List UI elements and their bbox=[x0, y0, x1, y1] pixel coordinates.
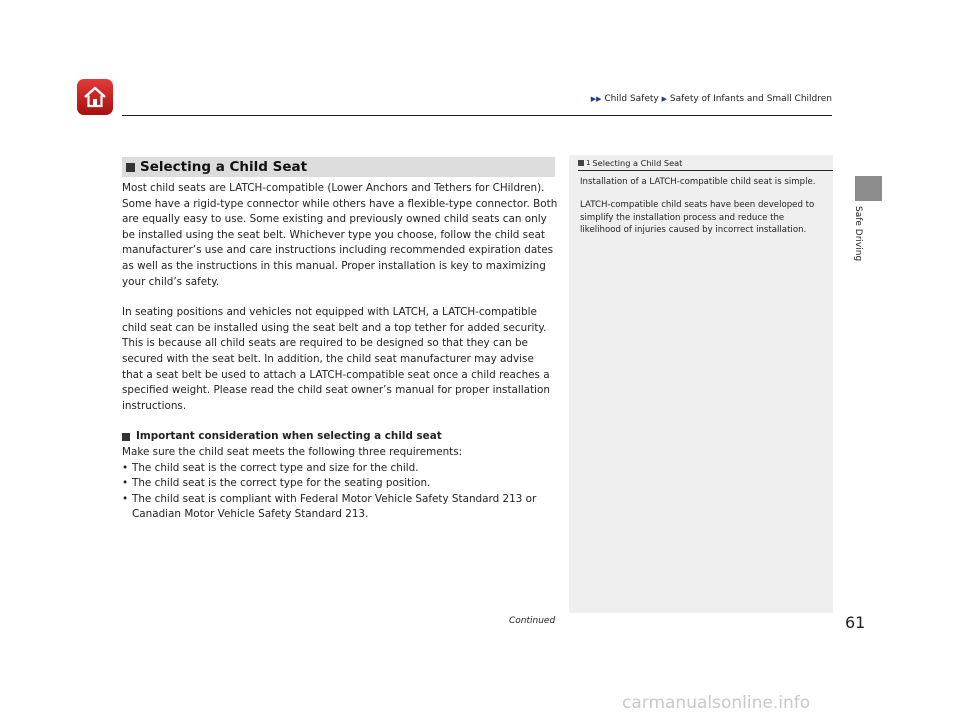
list-item: • The child seat is compliant with Federal Motor Vehicle Safety Standard 213 or Canadian Motor Vehicle Safety Standard 213. bbox=[122, 492, 558, 523]
side-note-panel bbox=[569, 155, 833, 613]
subheading-text: Important consideration when selecting a child seat bbox=[136, 430, 442, 443]
section-square-icon bbox=[126, 163, 135, 172]
section-header bbox=[122, 157, 555, 177]
chapter-tab[interactable] bbox=[855, 176, 882, 201]
list-item: • The child seat is the correct type for the seating position. bbox=[122, 476, 558, 492]
header-rule bbox=[122, 115, 832, 116]
home-icon bbox=[82, 84, 108, 110]
bullet-text: The child seat is compliant with Federal Motor Vehicle Safety Standard 213 or Canadian Motor Vehicle Safety Standard 213. bbox=[132, 492, 537, 521]
continued-label: Continued bbox=[509, 616, 556, 626]
paragraph-no-latch: In seating positions and vehicles not equipped with LATCH, a LATCH-compatible child seat can be installed using the seat belt and a top tether for added security. This is because all child seats are required to be designed so that they can be secured with the seat belt. In addition, the child seat manufacturer may advise that a seat belt be used to attach a LATCH-compatible seat once a child reaches a specified weight. Please read the child seat owner’s manual for proper installation instructions. bbox=[122, 306, 550, 412]
side-note-body bbox=[569, 171, 833, 237]
breadcrumb bbox=[591, 94, 832, 104]
note-badge-number: 1 bbox=[586, 159, 591, 167]
side-note-1: Installation of a LATCH-compatible child seat is simple. bbox=[580, 177, 816, 187]
subheading bbox=[122, 429, 558, 445]
requirements-intro: Make sure the child seat meets the following three requirements: bbox=[122, 445, 463, 458]
home-button[interactable] bbox=[77, 79, 113, 115]
chapter-tab-label[interactable]: Safe Driving bbox=[853, 206, 863, 262]
side-note-title bbox=[578, 158, 833, 168]
section-title: Selecting a Child Seat bbox=[140, 159, 308, 175]
page-number: 61 bbox=[845, 613, 866, 632]
bullet-text: The child seat is the correct type and size for the child. bbox=[132, 461, 419, 474]
bullet-text: The child seat is the correct type for the seating position. bbox=[132, 477, 431, 490]
breadcrumb-item-current[interactable]: Safety of Infants and Small Children bbox=[669, 94, 832, 104]
list-item: • The child seat is the correct type and size for the child. bbox=[122, 461, 558, 477]
breadcrumb-separator-icon: ▶ bbox=[661, 95, 668, 103]
note-badge-icon bbox=[578, 160, 584, 166]
breadcrumb-arrow-icon: ▶▶ bbox=[590, 95, 602, 103]
watermark: carmanualsonline.info bbox=[622, 693, 811, 713]
side-note-title-text: Selecting a Child Seat bbox=[592, 158, 683, 168]
main-content bbox=[122, 181, 558, 523]
breadcrumb-item-child-safety[interactable]: Child Safety bbox=[604, 94, 659, 104]
subheading-square-icon bbox=[122, 433, 130, 441]
paragraph-latch: Most child seats are LATCH-compatible (Lower Anchors and Tethers for CHildren). Some have a rigid-type connector while others have a flexible-type connector. Both are equally easy to use. Some existing and previously owned child seats can only be installed using the seat belt. Whichever type you choose, follow the child seat manufacturer’s use and care instructions including recommended expiration dates as well as the instructions in this manual. Proper installation is key to maximizing your child’s safety. bbox=[122, 182, 558, 288]
side-note-2: LATCH-compatible child seats have been developed to simplify the installation process and reduce the likelihood of injuries caused by incorrect installation. bbox=[580, 200, 815, 236]
